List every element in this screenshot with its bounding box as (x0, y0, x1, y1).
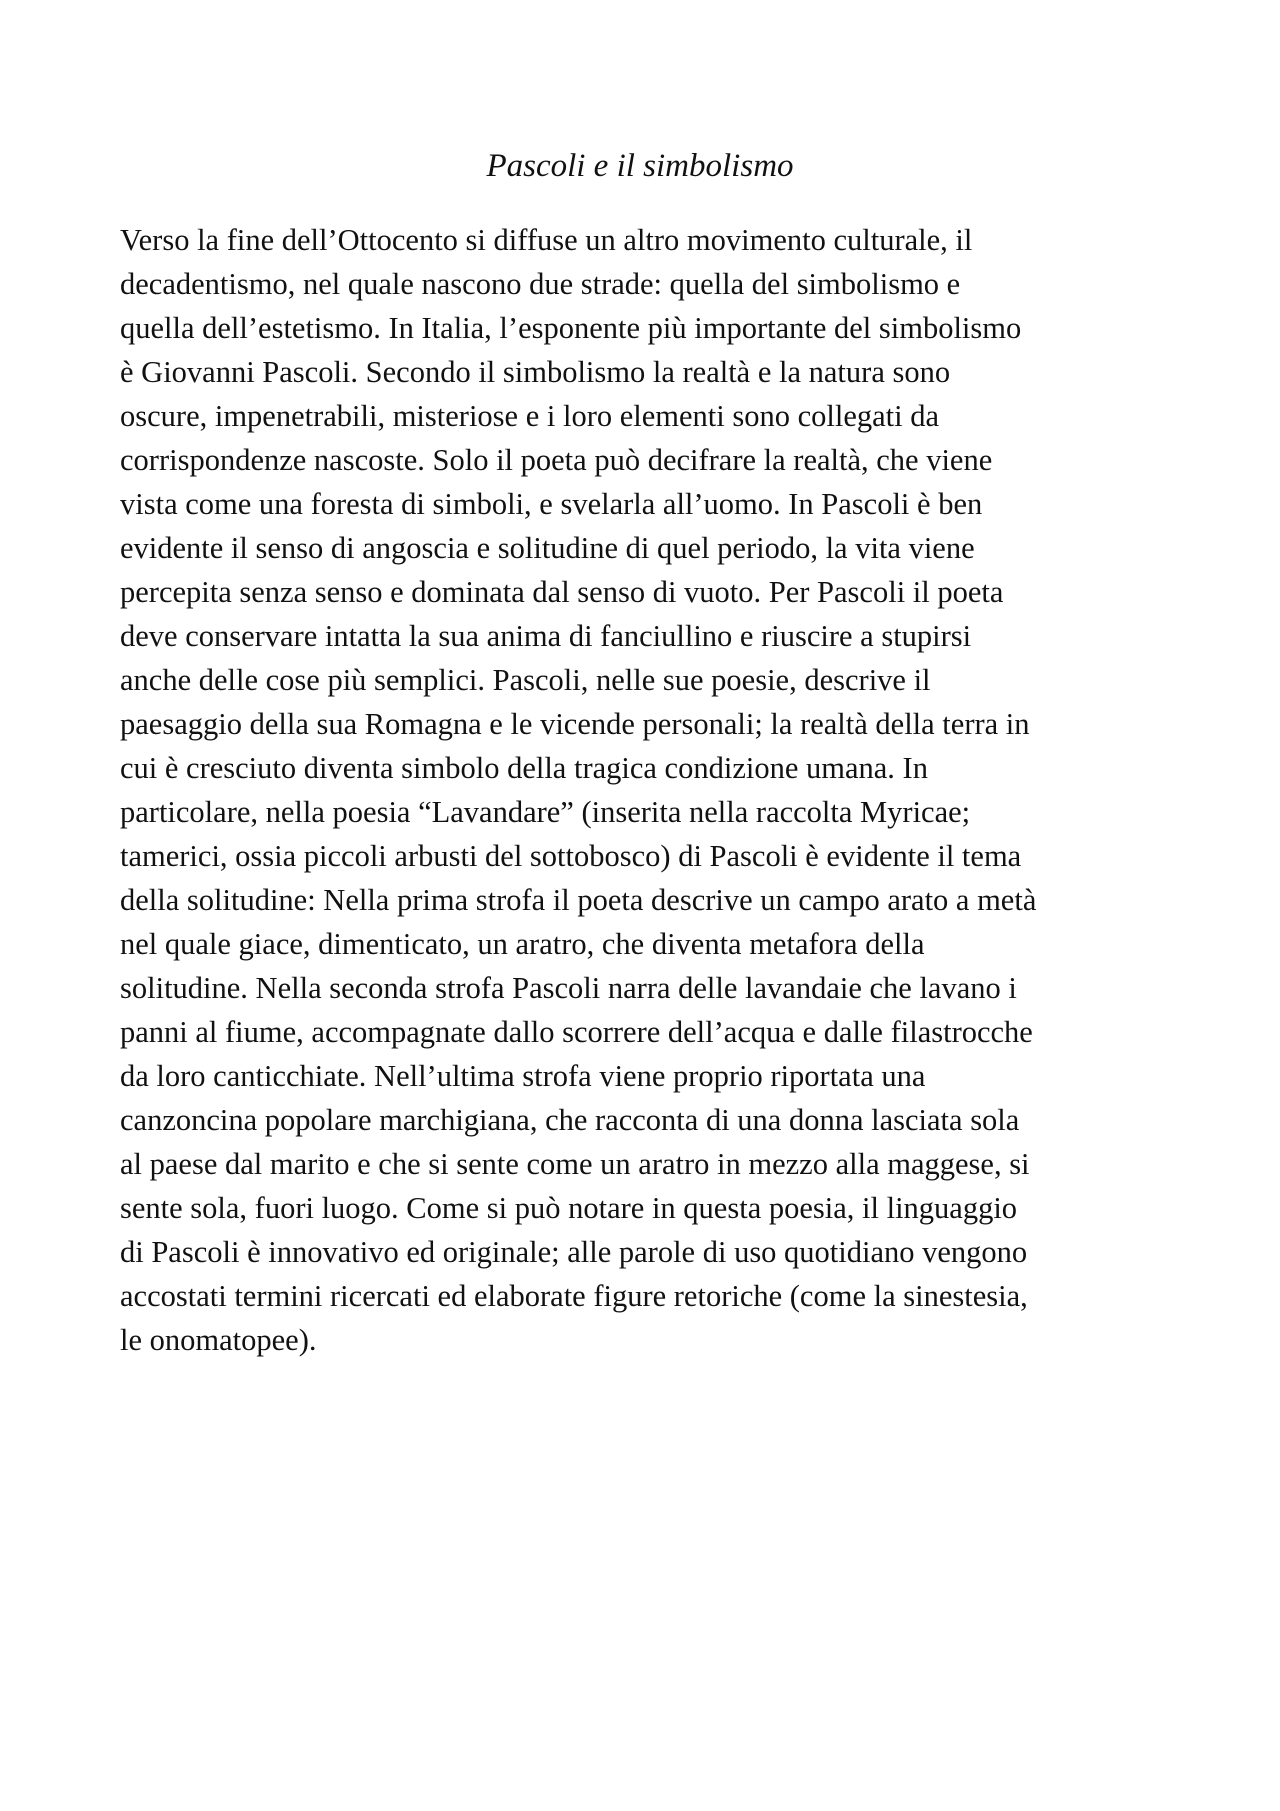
text-line: della solitudine: Nella prima strofa il poeta descrive un campo arato a metà (120, 883, 1037, 917)
text-line: sente sola, fuori luogo. Come si può notare in questa poesia, il linguaggio (120, 1191, 1018, 1225)
text-line: quella dell’estetismo. In Italia, l’esponente più importante del simbolismo (120, 311, 1022, 345)
text-line: paesaggio della sua Romagna e le vicende personali; la realtà della terra in (120, 707, 1030, 741)
text-line: deve conservare intatta la sua anima di fanciullino e riuscire a stupirsi (120, 619, 972, 653)
text-line: nel quale giace, dimenticato, un aratro, che diventa metafora della (120, 927, 925, 961)
text-line: vista come una foresta di simboli, e svelarla all’uomo. In Pascoli è ben (120, 487, 983, 521)
text-line: canzoncina popolare marchigiana, che racconta di una donna lasciata sola (120, 1103, 1020, 1137)
text-line: decadentismo, nel quale nascono due strade: quella del simbolismo e (120, 267, 961, 301)
text-line: percepita senza senso e dominata dal senso di vuoto. Per Pascoli il poeta (120, 575, 1004, 609)
text-line: solitudine. Nella seconda strofa Pascoli narra delle lavandaie che lavano i (120, 971, 1017, 1005)
text-line: Verso la fine dell’Ottocento si diffuse un altro movimento culturale, il (120, 223, 973, 257)
text-line: evidente il senso di angoscia e solitudine di quel periodo, la vita viene (120, 531, 975, 565)
text-line: oscure, impenetrabili, misteriose e i loro elementi sono collegati da (120, 399, 940, 433)
text-line: particolare, nella poesia “Lavandare” (inserita nella raccolta Myricae; (120, 795, 971, 829)
text-line: cui è cresciuto diventa simbolo della tragica condizione umana. In (120, 751, 928, 785)
text-line: corrispondenze nascoste. Solo il poeta può decifrare la realtà, che viene (120, 443, 993, 477)
text-line: è Giovanni Pascoli. Secondo il simbolismo la realtà e la natura sono (120, 355, 951, 389)
text-line: da loro canticchiate. Nell’ultima strofa viene proprio riportata una (120, 1059, 926, 1093)
document-body (120, 218, 1170, 1362)
text-line: anche delle cose più semplici. Pascoli, nelle sue poesie, descrive il (120, 663, 931, 697)
text-line: panni al fiume, accompagnate dallo scorrere dell’acqua e dalle filastrocche (120, 1015, 1033, 1049)
text-line: al paese dal marito e che si sente come un aratro in mezzo alla maggese, si (120, 1147, 1030, 1181)
document-title: Pascoli e il simbolismo (486, 148, 794, 184)
text-line: tamerici, ossia piccoli arbusti del sottobosco) di Pascoli è evidente il tema (120, 839, 1022, 873)
text-line: di Pascoli è innovativo ed originale; alle parole di uso quotidiano vengono (120, 1235, 1028, 1269)
text-line: accostati termini ricercati ed elaborate figure retoriche (come la sinestesia, (120, 1279, 1028, 1313)
text-line: le onomatopee). (120, 1323, 317, 1357)
